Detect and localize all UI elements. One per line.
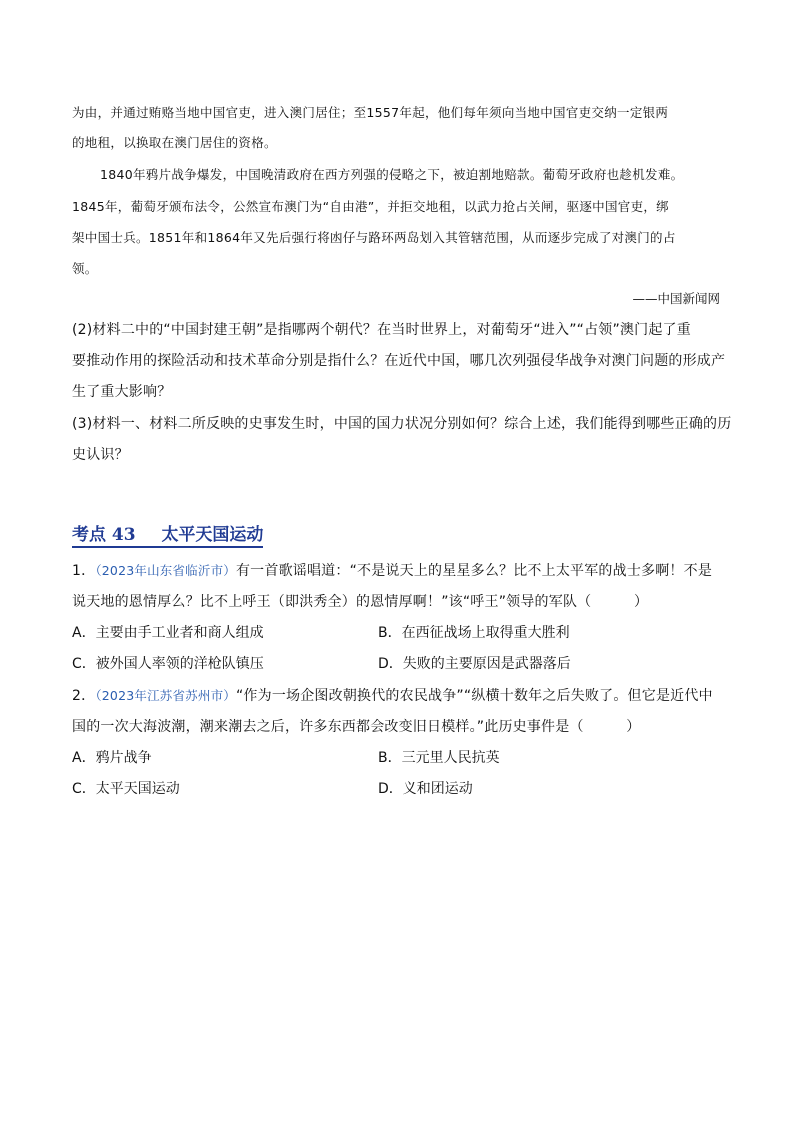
question1-option-b[interactable]: B．在西征战场上取得重大胜利	[378, 625, 570, 641]
material2-line-3: 1840年鸦片战争爆发，中国晚清政府在西方列强的侵略之下，被迫割地赔款。葡萄牙政府也趁机发难。	[100, 167, 684, 182]
question1-stem-line-2: 说天地的恩情厚么？比不上呼王（即洪秀全）的恩情厚啊！”该“呼王”领导的军队（ ）	[72, 594, 649, 610]
question2-option-a[interactable]: A．鸦片战争	[72, 750, 152, 766]
section-title: 太平天国运动	[161, 525, 264, 545]
material2-line-5: 架中国士兵。1851年和1864年又先后强行将凼仔与路环两岛划入其管辖范围，从而逐步完成了对澳门的占	[72, 230, 676, 245]
question2-option-b[interactable]: B．三元里人民抗英	[378, 750, 500, 766]
question2-source: （2023年江苏省苏州市）	[95, 688, 236, 703]
question2-stem-text-1: “作为一场企图改朝换代的农民战争”“纵横十数年之后失败了。但它是近代中	[235, 688, 713, 704]
question1-stem-text-1: 有一首歌谣唱道：“不是说天上的星星多么？比不上太平军的战士多啊！不是	[235, 563, 713, 579]
q3-line-2: 史认识？	[72, 447, 129, 463]
question2-option-d[interactable]: D．义和团运动	[378, 781, 473, 797]
question1-source: （2023年山东省临沂市）	[95, 563, 236, 578]
material2-line-4: 1845年，葡萄牙颁布法令，公然宣布澳门为“自由港”，并拒交地租，以武力抢占关闸，驱逐中国官吏，绑	[72, 199, 669, 214]
material2-source: ——中国新闻网	[632, 291, 720, 306]
question2-stem-line-1	[72, 685, 713, 705]
question2-stem-line-2: 国的一次大海波潮，潮来潮去之后，许多东西都会改变旧日模样。”此历史事件是（ ）	[72, 719, 641, 735]
material2-line-1: 为由，并通过贿赂当地中国官吏，进入澳门居住；至1557年起，他们每年须向当地中国官吏交纳一定银两	[72, 105, 669, 120]
q2-line-3: 生了重大影响？	[72, 384, 172, 400]
question1-number: 1．	[72, 563, 96, 579]
section-label: 考点	[72, 525, 106, 545]
question1-option-c[interactable]: C．被外国人率领的洋枪队镇压	[72, 656, 264, 672]
section-heading	[72, 520, 263, 545]
question2-number: 2．	[72, 688, 96, 704]
question1-option-d[interactable]: D．失败的主要原因是武器落后	[378, 656, 571, 672]
material2-line-2: 的地租，以换取在澳门居住的资格。	[72, 135, 277, 150]
q2-line-1: (2)材料二中的“中国封建王朝”是指哪两个朝代？在当时世界上，对葡萄牙“进入”“占领”澳门起了重	[72, 322, 691, 338]
q2-line-2: 要推动作用的探险活动和技术革命分别是指什么？在近代中国，哪几次列强侵华战争对澳门问题的形成产	[72, 353, 726, 369]
question1-stem-line-1	[72, 560, 712, 580]
material2-line-6: 领。	[72, 261, 98, 276]
section-number: 43	[111, 525, 136, 545]
question2-option-c[interactable]: C．太平天国运动	[72, 781, 180, 797]
question1-option-a[interactable]: A．主要由手工业者和商人组成	[72, 625, 264, 641]
q3-line-1: (3)材料一、材料二所反映的史事发生时，中国的国力状况分别如何？综合上述，我们能得到哪些正确的历	[72, 416, 732, 432]
